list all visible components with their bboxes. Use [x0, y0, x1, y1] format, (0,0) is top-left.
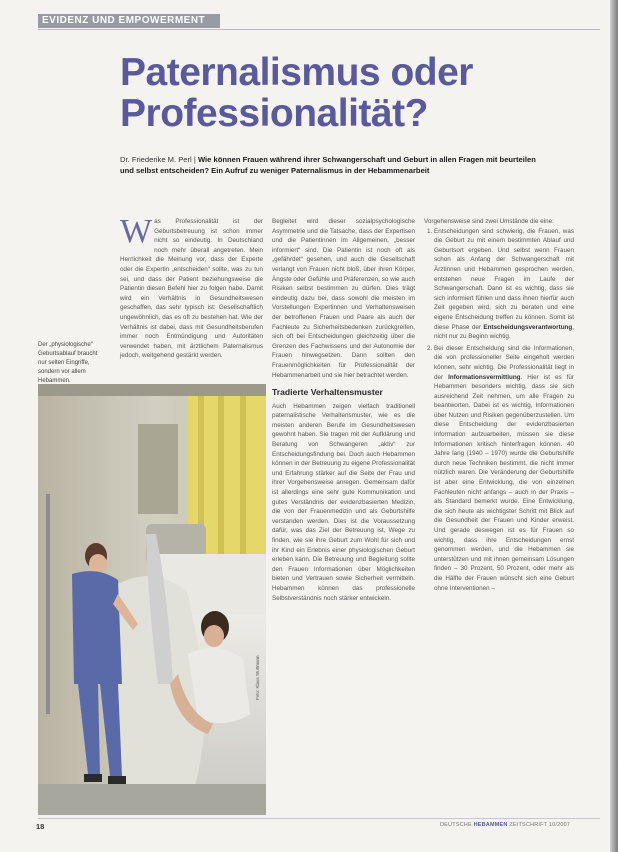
footer-rule	[38, 818, 600, 819]
list-item-2-text-a: Bei dieser Entscheidung sind die Informationen, die von professioneller Seite eingeholt werden können, sehr wichtig. Die Professionalität liegt in der	[434, 344, 574, 381]
title-line-2: Professionalität?	[120, 92, 428, 135]
list-item-2-emphasis: Informationsvermittlung	[448, 373, 521, 381]
section-label: EVIDENZ UND EMPOWERMENT	[42, 15, 206, 26]
column-2	[272, 217, 415, 603]
section-rule	[38, 29, 600, 30]
photo-credit: Foto: Klaus Stuttmann	[255, 655, 260, 700]
list-item	[434, 344, 574, 593]
title-line-1: Paternalismus oder	[120, 51, 473, 94]
column-2-text-2: Auch Hebammen zeigen vielfach traditionell paternalistische Verhaltensmuster, wie es die meisten anderen Berufe im Gesundheitswesen gewohnt haben. Sie tragen mit der Aufklärung und Beratung von Schwangeren „aktiv“ zur Entscheidungsfindung bei. Doch auch Hebammen können in der Betreuung zu eigene Professionalität und Erfahrung stärker auf die Seite der Frau und ihrer Vorgehensweise anregen. Gemeinsam dafür ist allerdings eine sehr gute Kommunikation und gutes Verständnis der evidenzbasierten Medizin, die von der Frauenmedizin und als Geburtshilfe verstanden werden. Dies ist die Voraussetzung dafür, was das Ziel der Betreuung ist, Wege zu finden, wie sie ihre Geburt zum Wohl für sich und ihr Kind ein Erlebnis einer physiologischen Geburt erleben kann. Die Betreuung und Begleitung sollte den Frauen Informationen über Möglichkeiten bieten und Vertrauen sowie Sicherheit vermitteln. Hebammen können das professionelle Selbstverständnis noch stärker entwickeln.	[272, 402, 415, 602]
column-1-text: as Professionalität ist der Geburtsbetreuung ist schon immer nicht so eindeutig. In Deutschland noch mehr überall angetreten. Mein Herrlichkeit die Meinung vor, dass der Experte oder die Expertin „entscheiden“ sollte, was zu tun sei, und dass der Patient beziehungsweise die Patientin diesen Befehl hier zu folgen habe. Damit wird ein Verhältnis in Gesundheitswesen geschaffen, das sehr typisch ist: Gesellschaftlich ungewöhnlich, das es oft zu bestehen hat. Wie der Verhältnis ist dabei, dass mit Gesundheitsberufen immer noch Entmündigung und Autoritäten verwendet haben, mit ärztlichem Paternalismus jedoch, weitgehend gestärkt werden.	[120, 218, 263, 360]
column-1	[120, 213, 263, 361]
column-2-text-1: Begleitet wird dieser sozialpsychologische Asymmetrie und die Tatsache, dass der Expertisen und die Patientinnen im Allgemeinen, „besser informiert“ sind. Die Patientin ist noch oft als „gefährdet“ gesehen, und auch die Gesellschaft verlangt von Frauen nicht bloß, über ihren Körper, Ängste oder Gefühle und Präferenzen, so wie auch Risiken selbst bestimmen zu dürfen. Dies trägt eindeutig dazu bei, dass sowohl die meisten im Vorstellungen Expertinnen und Verhaltensweisen der betroffenen Frauen und Paare als auch der Fachleute zu Sicherheitsbedenken zurückgreifen, sich oft bei Entscheidungen gleichzeitig über die Grenzen des Fachwissens und der Autonomie der Frauen hinwegsetzen. Dann sollten den Frauenmöglichkeiten für Professionalität der Hebammenarbeit und sie hier betrachtet werden.	[272, 218, 415, 379]
hospital-room-photo	[38, 384, 266, 815]
list-item-1-text-b: , nicht nur zu Beginn wichtig.	[434, 323, 574, 341]
photo-caption: Der „physiologische“ Geburtsablauf braucht nur selten Eingriffe, sondern vor allem Hebammen.	[38, 342, 98, 384]
column-3	[424, 217, 574, 595]
footer-issue	[440, 822, 570, 828]
page-number: 18	[36, 822, 45, 831]
section-label-bar	[38, 14, 220, 28]
scan-edge-shadow	[610, 0, 618, 852]
drop-cap: W	[120, 213, 153, 250]
list-item	[434, 227, 574, 342]
footer-suffix: ZEITSCHRIFT 10/2007	[509, 822, 571, 828]
list-item-1-text-a: Entscheidungen sind schwierig, die Frauen, was die Geburt zu mit einem bestimmten Ablauf und Geburtsort ergeben. Und selbst wenn Frauen schon als Anfang der Schwangerschaft mit Ärztinnen und Hebammen gesprochen werden, entstehen neue Fragen im Laufe der Schwangerschaft. Dann ist es wichtig, dass sie sich informiert fühlen und dass ihnen hierfür auch Zeit gegeben wird, sich zu beraten und eine eigene Entscheidung treffen zu können. Somit ist diese Phase der	[434, 227, 574, 331]
byline: Dr. Friederike M. Perl | Wie können Frauen während ihrer Schwangerschaft und Geburt in allen Fragen mit beurteilen und selbst entscheiden? Ein Aufruf zu weniger Paternalismus in der Hebammenarbeit	[120, 155, 536, 175]
lead-text: Wie können Frauen während ihrer Schwangerschaft und Geburt in allen Fragen mit beurteilen und selbst entscheiden? Ein Aufruf zu weniger Paternalismus in der Hebammenarbeit	[120, 155, 536, 175]
author: Dr. Friederike M. Perl	[120, 155, 192, 164]
list-item-2-text-b: . Hier ist es für Hebammen besonders wichtig, dass sie sich ausreichend Zeit nehmen, um alle Fragen zu beantworten. Dabei ist es wichtig, Informationen über Nutzen und Risiken gegenüberzustellen. Um diese Entscheidung der evidenzbasierten Information aufzuarbeiten, müssen sie diese Informationen kritisch hinterfragen können. 40 Jahre lang (1940 – 1970) wurde die Geburtshilfe durch neue Techniken bestimmt, die nicht immer nützlich waren. Die Veränderung der Geburtshilfe ist aber eine Entwicklung, die von einzelnen Fachleuten nicht anfangs – auch in der Praxis – als Standard bemerkt wurde. Eine Entwicklung, die sich heute als wichtigster Schritt mit Blick auf die Gesundheit der Frauen und Kinder erweist. Und gerade deswegen ist es für Frauen so wichtig, dass ihre Entscheidungen ernst genommen werden, und die Hebammen sie unterstützen und mit ihnen gemeinsam Lösungen finden – 30 Prozent, 50 Prozent, oder mehr als die Hälfte der Frauen wünscht sich eine Geburt ohne Interventionen –	[434, 373, 575, 592]
numbered-list	[424, 227, 574, 594]
column-3-intro: Vorgehensweise sind zwei Umstände die eine:	[424, 218, 554, 225]
footer-prefix: DEUTSCHE	[440, 822, 472, 828]
subheading: Tradierte Verhaltensmuster	[272, 387, 383, 398]
article-title	[120, 52, 540, 134]
list-item-1-emphasis: Entscheidungsverantwortung	[483, 323, 573, 331]
article-photo	[38, 384, 266, 815]
footer-magazine: HEBAMMEN	[473, 822, 508, 828]
